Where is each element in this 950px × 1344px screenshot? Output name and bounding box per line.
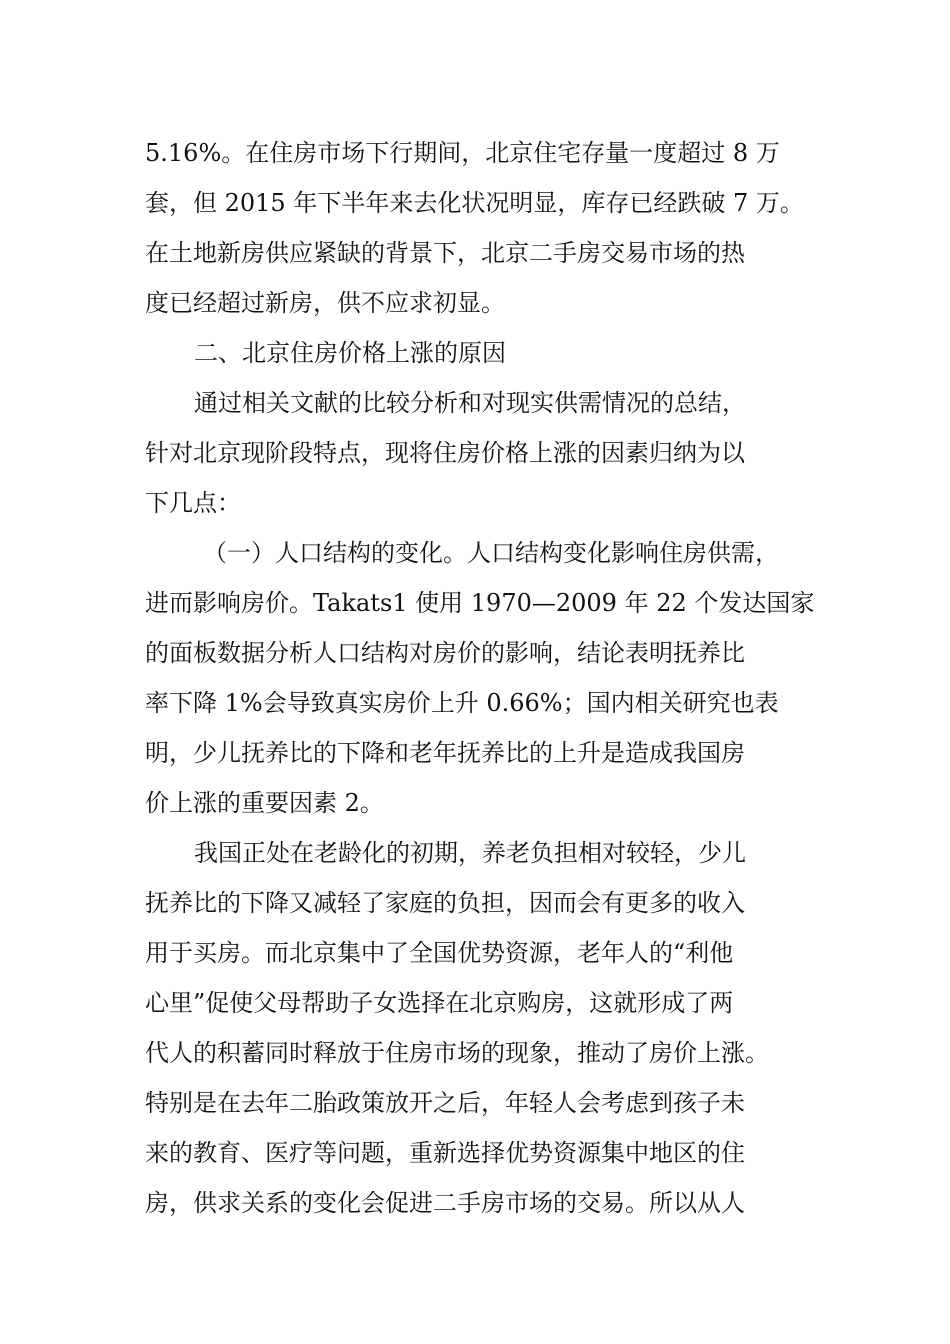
text-line: 房，供求关系的变化会促进二手房市场的交易。所以从人	[145, 1189, 745, 1217]
section-heading: 二、北京住房价格上涨的原因	[194, 339, 506, 367]
text-line: 特别是在去年二胎政策放开之后，年轻人会考虑到孩子未	[145, 1089, 745, 1117]
text-line: 价上涨的重要因素 2。	[145, 789, 384, 817]
text-line: 下几点：	[145, 489, 241, 517]
text-line: 的面板数据分析人口结构对房价的影响，结论表明抚养比	[145, 639, 745, 667]
body-text	[145, 128, 825, 1228]
text-line: 套，但 2015 年下半年来去化状况明显，库存已经跌破 7 万。	[145, 189, 804, 217]
text-line: 心里”促使父母帮助子女选择在北京购房，这就形成了两	[145, 989, 734, 1017]
text-line: 在土地新房供应紧缺的背景下，北京二手房交易市场的热	[145, 239, 745, 267]
text-line: 来的教育、医疗等问题，重新选择优势资源集中地区的住	[145, 1139, 745, 1167]
text-line: 通过相关文献的比较分析和对现实供需情况的总结，	[194, 389, 746, 417]
text-line: 抚养比的下降又减轻了家庭的负担，因而会有更多的收入	[145, 889, 745, 917]
text-line: 明，少儿抚养比的下降和老年抚养比的上升是造成我国房	[145, 739, 745, 767]
text-line: 针对北京现阶段特点，现将住房价格上涨的因素归纳为以	[145, 439, 745, 467]
text-line: 5.16%。在住房市场下行期间，北京住宅存量一度超过 8 万	[145, 139, 780, 167]
text-line: 代人的积蓄同时释放于住房市场的现象，推动了房价上涨。	[145, 1039, 769, 1067]
text-line: 度已经超过新房，供不应求初显。	[145, 289, 505, 317]
text-line: 进而影响房价。Takats1 使用 1970—2009 年 22 个发达国家	[145, 589, 815, 617]
text-line: 率下降 1%会导致真实房价上升 0.66%；国内相关研究也表	[145, 689, 779, 717]
text-line: 用于买房。而北京集中了全国优势资源，老年人的“利他	[145, 939, 734, 967]
text-line: 我国正处在老龄化的初期，养老负担相对较轻，少儿	[194, 839, 746, 867]
subsection-heading: （一）人口结构的变化。人口结构变化影响住房供需，	[203, 539, 779, 567]
